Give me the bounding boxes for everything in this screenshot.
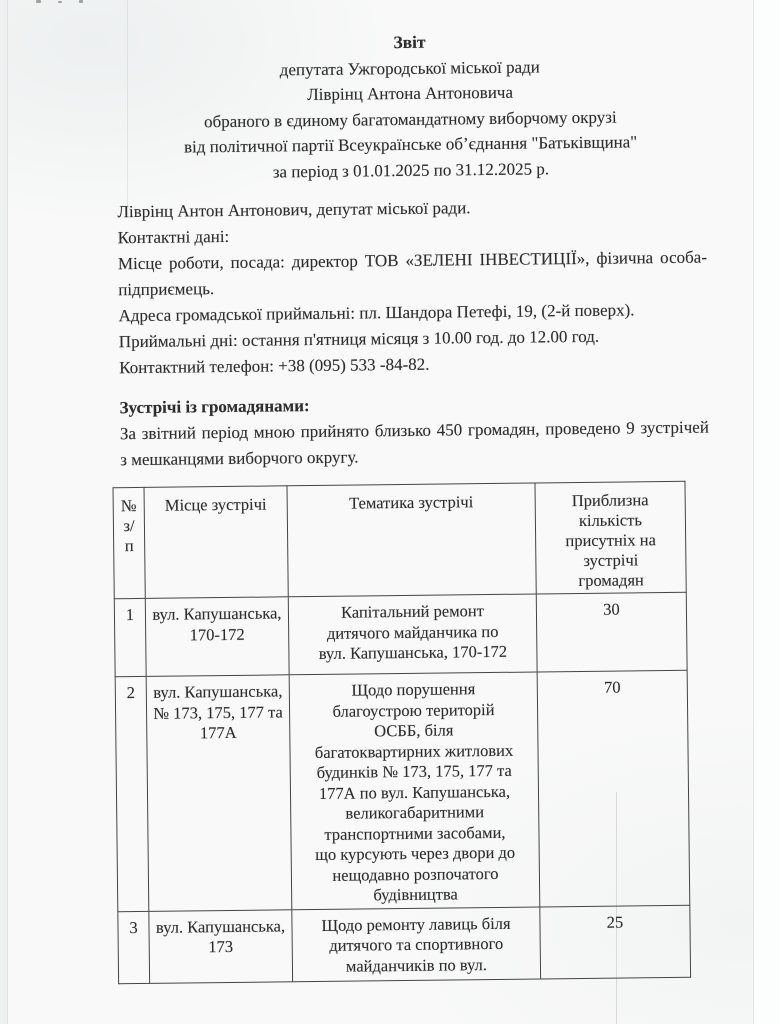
text-line: транспортними засобами, xyxy=(324,822,506,844)
report-title-block xyxy=(115,27,705,187)
scan-speck xyxy=(58,1,62,3)
column-header xyxy=(113,487,145,598)
text-line: громадян xyxy=(578,570,644,591)
table-row xyxy=(114,592,687,676)
text-line: вул. Капушанська, xyxy=(152,603,282,624)
text-line: депутата Ужгородської міської ради xyxy=(279,56,540,79)
text-line: Контактні дані: xyxy=(117,226,230,248)
text-line: з мешканцями виборчого округу. xyxy=(120,447,359,470)
topic-cell xyxy=(288,594,537,675)
scan-speck xyxy=(79,0,83,3)
contact-info-block xyxy=(117,193,708,382)
text-line: зустрічі xyxy=(583,550,639,570)
place-cell xyxy=(145,597,289,677)
scan-speck xyxy=(36,0,41,3)
topic-cell xyxy=(292,906,541,981)
table-header-row xyxy=(113,481,686,598)
text-line: нещодавно розпочатого xyxy=(332,863,499,885)
text-line: підприємець. xyxy=(118,279,215,300)
attendance-cell: 70 xyxy=(537,670,690,906)
text-line: Ліврінц Антон Антонович, депутат міської ради. xyxy=(117,198,471,222)
meetings-table-body xyxy=(114,592,690,983)
text-line: Приймальні дні: остання п'ятниця місяця з 10.00 год. до 12.00 год. xyxy=(118,326,600,352)
text-line: обраного в єдиному багатомандатному виборчому окрузі xyxy=(203,107,617,131)
text-line: дитячого та спортивного xyxy=(329,933,504,955)
text-line: від політичної партії Всеукраїнське об’єднання "Батьківщина" xyxy=(183,132,638,157)
text-line: вул. Капушанська, xyxy=(155,915,286,937)
text-line: Тематика зустрічі xyxy=(349,492,474,513)
section-paragraph xyxy=(120,415,710,474)
text-line: будинків № 173, 175, 177 та xyxy=(316,760,512,782)
attendance-cell: 30 xyxy=(536,592,687,672)
text-line: Контактний телефон: +38 (095) 533 -84-82. xyxy=(119,354,430,378)
text-line: № 173, 175, 177 та xyxy=(153,701,283,723)
text-line: багатоквартирних житлових xyxy=(314,740,514,762)
text-line: з/ xyxy=(123,516,135,536)
meetings-table xyxy=(113,481,692,984)
text-line: великогабаритними xyxy=(345,802,485,823)
place-cell xyxy=(149,909,293,983)
text-line: присутніх на xyxy=(565,530,656,551)
column-header xyxy=(287,483,536,597)
text-line: будівництва xyxy=(373,884,458,905)
text-line: за період з 01.01.2025 по 31.12.2025 р. xyxy=(272,158,550,181)
topic-cell xyxy=(289,672,540,909)
text-line: кількість xyxy=(578,510,643,531)
row-number-cell: 2 xyxy=(115,676,149,911)
text-line: благоустрою територій xyxy=(332,699,495,721)
column-header xyxy=(144,486,288,599)
text-line: 177А по вул. Капушанська, xyxy=(318,781,511,803)
column-header xyxy=(535,481,686,594)
text-line: вул. Капушанська, xyxy=(153,681,283,702)
text-line: За звітний період мною прийнято близько 450 громадян, проведено 9 зустрічей xyxy=(119,417,709,444)
text-line: що курсують через двори до xyxy=(315,842,516,865)
text-line: Місце зустрічі xyxy=(164,494,267,515)
text-line: Щодо порушення xyxy=(351,679,476,700)
text-line: 173 xyxy=(208,936,234,957)
text-line: 177А xyxy=(199,722,237,743)
text-line: 170-172 xyxy=(189,624,245,644)
text-line: вул. Капушанська, 170-172 xyxy=(318,641,508,663)
text-line: Адреса громадської приймальні: пл. Шандора Петефі, 19, (2-й поверх). xyxy=(118,300,635,326)
text-line: п xyxy=(124,536,134,556)
text-line: Приблизна xyxy=(571,490,649,511)
text-line: ОСББ, біля xyxy=(374,720,454,741)
text-line: № xyxy=(120,496,137,516)
table-row xyxy=(118,905,691,983)
row-number-cell: 3 xyxy=(118,911,150,983)
table-row xyxy=(115,670,690,911)
attendance-cell: 25 xyxy=(540,905,691,979)
row-number-cell: 1 xyxy=(114,598,146,676)
text-line: Ліврінц Антона Антоновича xyxy=(307,82,514,105)
section-heading: Зустрічі із громадянами: xyxy=(119,396,310,418)
place-cell xyxy=(146,675,292,911)
text-line: Звіт xyxy=(393,31,426,53)
text-line: Капітальний ремонт xyxy=(340,601,484,622)
text-line: майданчиків по вул. xyxy=(345,954,488,976)
text-line: Місце роботи, посада: директор ТОВ «ЗЕЛЕНІ ІНВЕСТИЦІЇ», фізична особа- xyxy=(117,247,708,274)
text-line: Щодо ремонту лавиць біля xyxy=(321,913,511,935)
text-line: дитячого майданчика по xyxy=(326,621,499,643)
meetings-section xyxy=(119,389,709,474)
